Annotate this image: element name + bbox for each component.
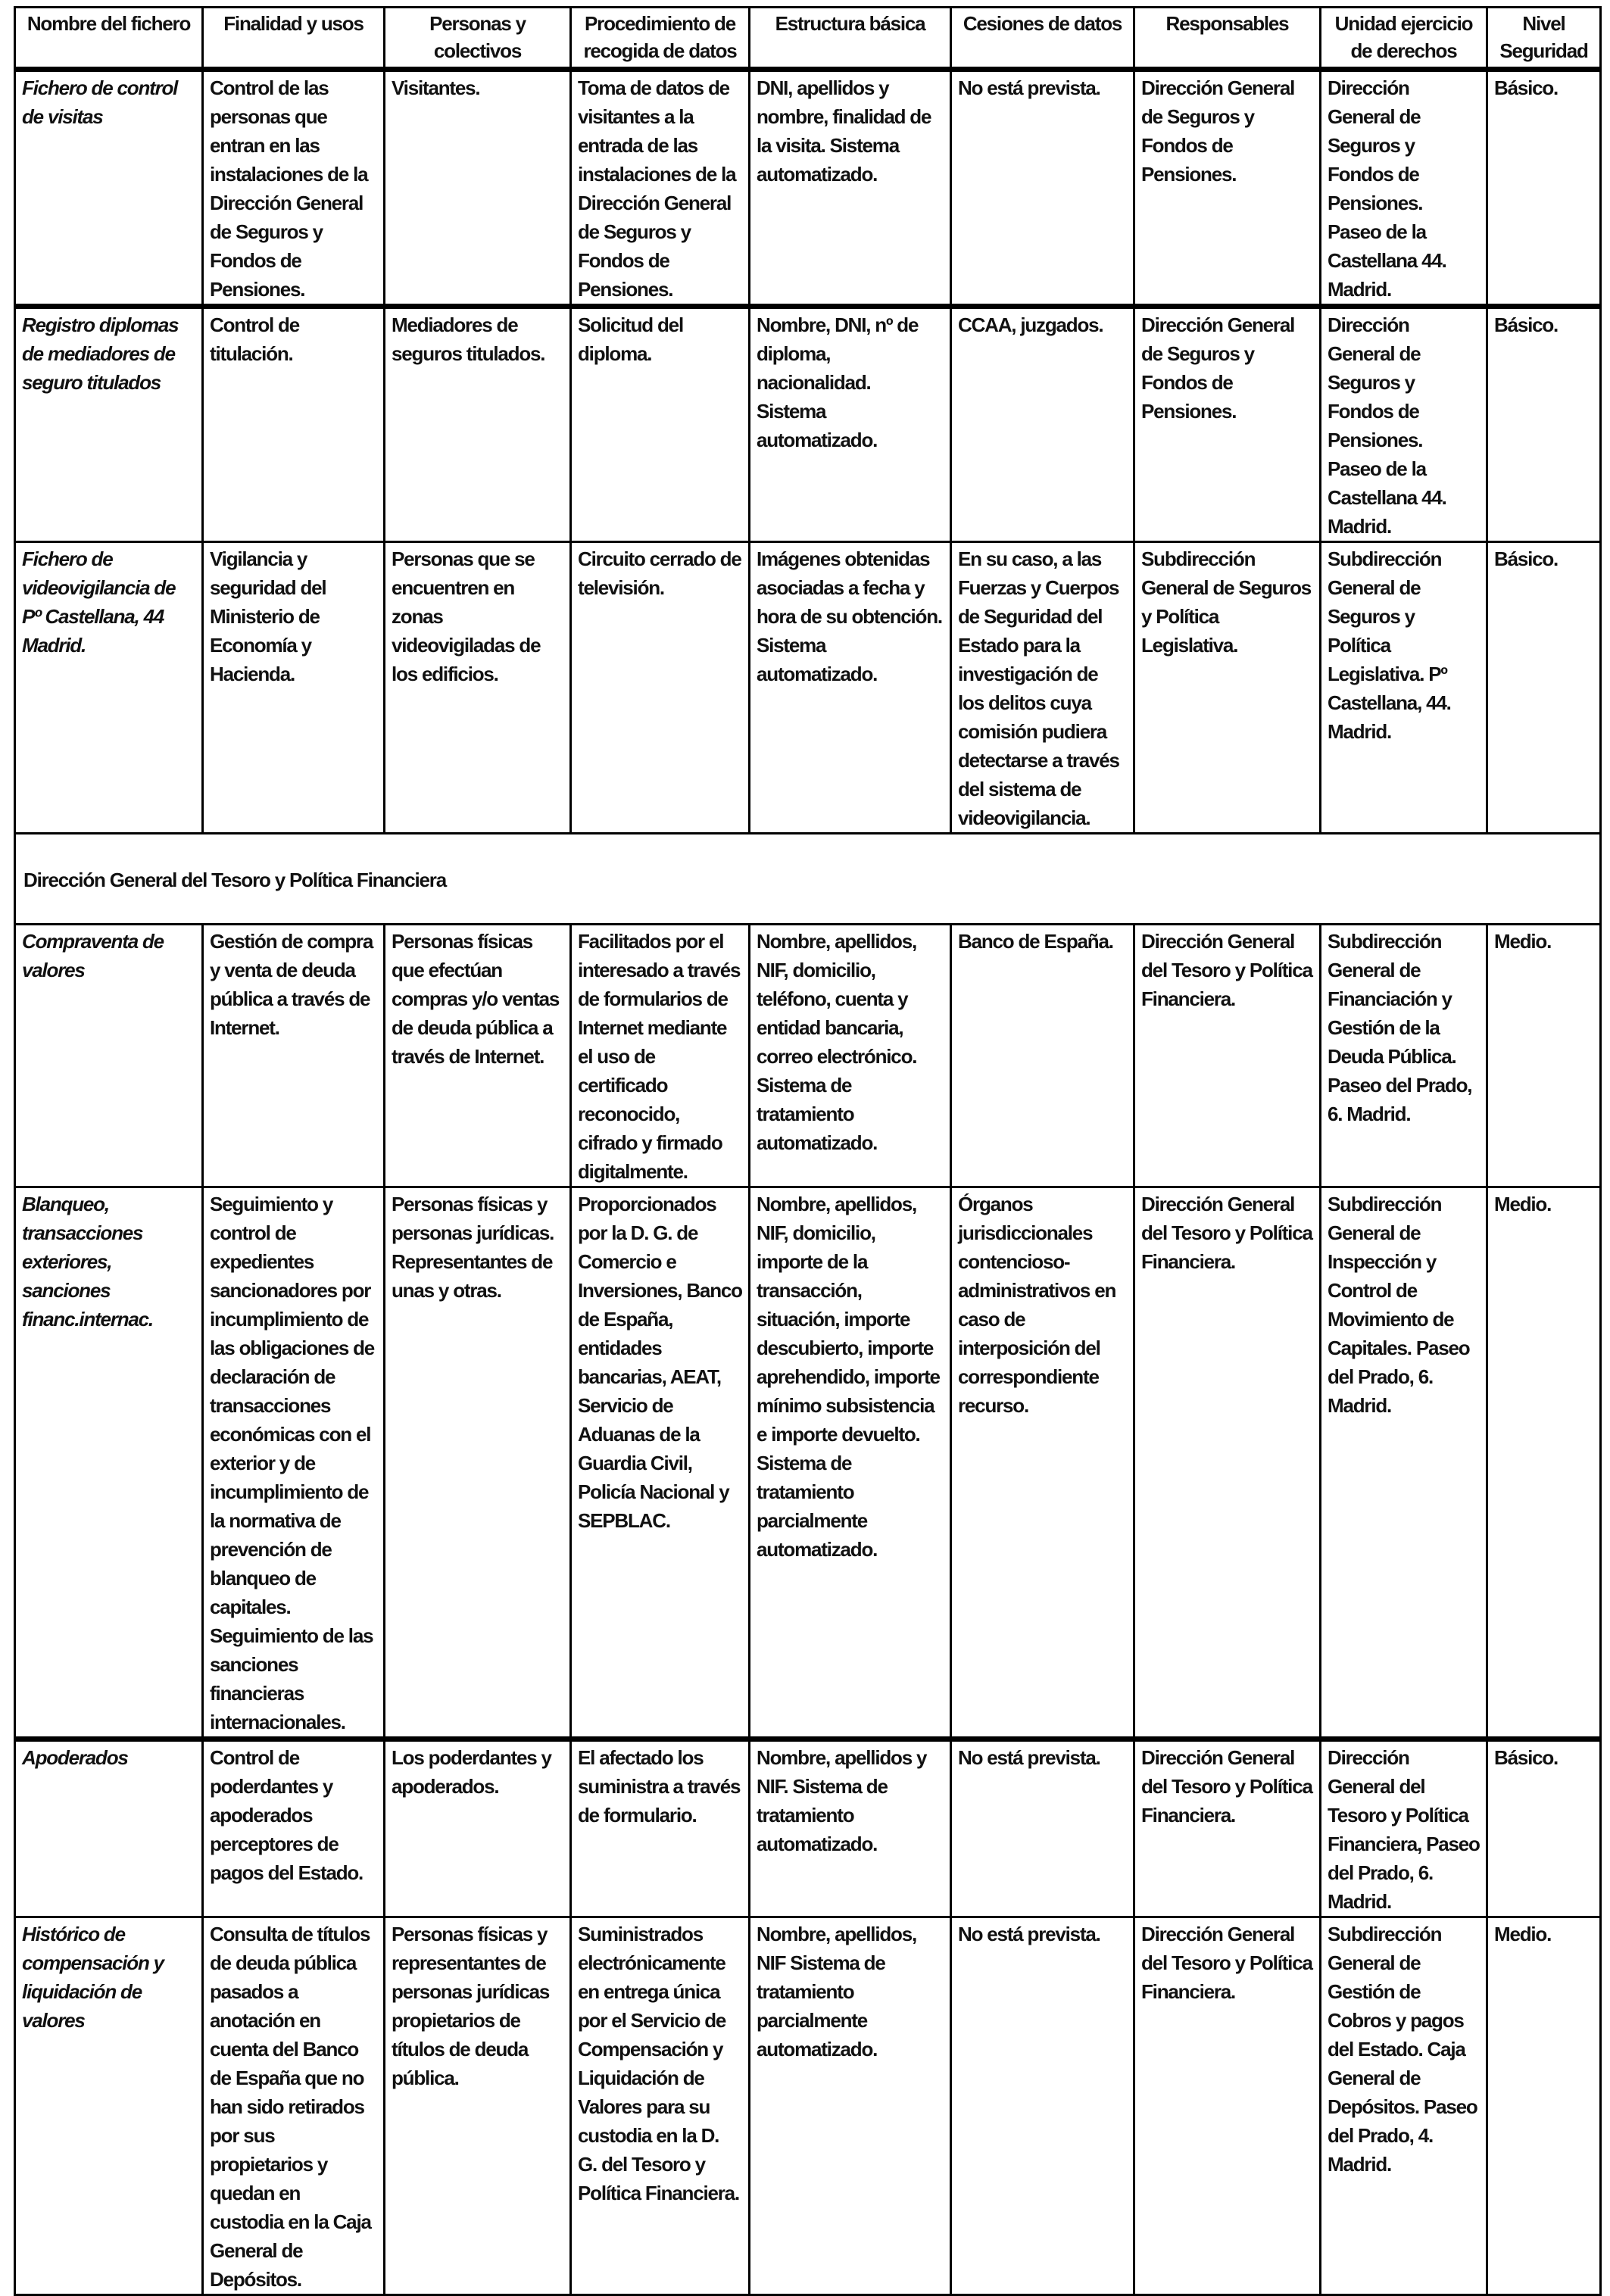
cell-personas: Personas físicas y personas jurídicas. Representantes de unas y otras.: [385, 1187, 571, 1739]
header-nivel: Nivel Seguridad: [1487, 8, 1601, 70]
cell-responsables: Dirección General de Seguros y Fondos de Pensiones.: [1134, 70, 1321, 307]
cell-cesiones: Banco de España.: [951, 925, 1134, 1187]
cell-finalidad: Control de las personas que entran en las instalaciones de la Dirección General de Seguros y Fondos de Pensiones.: [203, 70, 385, 307]
table-row: [15, 1187, 1601, 1739]
cell-cesiones: No está prevista.: [951, 1917, 1134, 2295]
cell-nombre: Fichero de control de visitas: [15, 70, 203, 307]
cell-responsables: Dirección General de Seguros y Fondos de Pensiones.: [1134, 307, 1321, 542]
cell-estructura: Nombre, apellidos, NIF, domicilio, importe de la transacción, situación, importe descubierto, importe aprehendido, importe mínimo subsistencia e importe devuelto. Sistema de tratamiento parcialmente automatizado.: [750, 1187, 951, 1739]
header-procedimiento: Procedimiento de recogida de datos: [571, 8, 750, 70]
table-row: [15, 307, 1601, 542]
cell-nombre: Fichero de videovigilancia de Pº Castellana, 44 Madrid.: [15, 542, 203, 834]
header-personas: Personas y colectivos: [385, 8, 571, 70]
cell-unidad: Dirección General de Seguros y Fondos de Pensiones. Paseo de la Castellana 44. Madrid.: [1321, 70, 1487, 307]
cell-personas: Mediadores de seguros titulados.: [385, 307, 571, 542]
cell-nombre: Apoderados: [15, 1739, 203, 1917]
cell-nivel: Básico.: [1487, 542, 1601, 834]
cell-finalidad: Consulta de títulos de deuda pública pasados a anotación en cuenta del Banco de España que no han sido retirados por sus propietarios y quedan en custodia en la Caja General de Depósitos.: [203, 1917, 385, 2295]
header-unidad: Unidad ejercicio de derechos: [1321, 8, 1487, 70]
cell-nombre: Histórico de compensación y liquidación de valores: [15, 1917, 203, 2295]
cell-finalidad: Gestión de compra y venta de deuda pública a través de Internet.: [203, 925, 385, 1187]
cell-cesiones: No está prevista.: [951, 70, 1134, 307]
section-row: [15, 834, 1601, 925]
cell-finalidad: Control de titulación.: [203, 307, 385, 542]
cell-responsables: Subdirección General de Seguros y Política Legislativa.: [1134, 542, 1321, 834]
cell-procedimiento: Suministrados electrónicamente en entrega única por el Servicio de Compensación y Liquidación de Valores para su custodia en la D. G. del Tesoro y Política Financiera.: [571, 1917, 750, 2295]
header-responsables: Responsables: [1134, 8, 1321, 70]
cell-personas: Visitantes.: [385, 70, 571, 307]
cell-nivel: Básico.: [1487, 1739, 1601, 1917]
table-row: [15, 925, 1601, 1187]
cell-estructura: Nombre, DNI, nº de diploma, nacionalidad. Sistema automatizado.: [750, 307, 951, 542]
cell-nombre: Registro diplomas de mediadores de seguro titulados: [15, 307, 203, 542]
cell-procedimiento: Solicitud del diploma.: [571, 307, 750, 542]
cell-procedimiento: El afectado los suministra a través de formulario.: [571, 1739, 750, 1917]
cell-procedimiento: Circuito cerrado de televisión.: [571, 542, 750, 834]
cell-nivel: Medio.: [1487, 1187, 1601, 1739]
cell-unidad: Subdirección General de Inspección y Control de Movimiento de Capitales. Paseo del Prado, 6. Madrid.: [1321, 1187, 1487, 1739]
cell-estructura: Nombre, apellidos, NIF Sistema de tratamiento parcialmente automatizado.: [750, 1917, 951, 2295]
cell-unidad: Subdirección General de Financiación y Gestión de la Deuda Pública. Paseo del Prado, 6. Madrid.: [1321, 925, 1487, 1187]
cell-estructura: DNI, apellidos y nombre, finalidad de la visita. Sistema automatizado.: [750, 70, 951, 307]
cell-personas: Los poderdantes y apoderados.: [385, 1739, 571, 1917]
header-estructura: Estructura básica: [750, 8, 951, 70]
cell-procedimiento: Toma de datos de visitantes a la entrada de las instalaciones de la Dirección General de Seguros y Fondos de Pensiones.: [571, 70, 750, 307]
cell-unidad: Dirección General de Seguros y Fondos de Pensiones. Paseo de la Castellana 44. Madrid.: [1321, 307, 1487, 542]
cell-estructura: Nombre, apellidos, NIF, domicilio, teléfono, cuenta y entidad bancaria, correo electrónico. Sistema de tratamiento automatizado.: [750, 925, 951, 1187]
cell-nivel: Medio.: [1487, 925, 1601, 1187]
cell-procedimiento: Proporcionados por la D. G. de Comercio e Inversiones, Banco de España, entidades bancarias, AEAT, Servicio de Aduanas de la Guardia Civil, Policía Nacional y SEPBLAC.: [571, 1187, 750, 1739]
cell-nivel: Básico.: [1487, 307, 1601, 542]
table-row: [15, 542, 1601, 834]
cell-responsables: Dirección General del Tesoro y Política Financiera.: [1134, 1187, 1321, 1739]
section-title: Dirección General del Tesoro y Política Financiera: [15, 834, 1601, 925]
cell-nivel: Básico.: [1487, 70, 1601, 307]
cell-cesiones: Órganos jurisdiccionales contencioso-administrativos en caso de interposición del correspondiente recurso.: [951, 1187, 1134, 1739]
cell-unidad: Dirección General del Tesoro y Política Financiera, Paseo del Prado, 6. Madrid.: [1321, 1739, 1487, 1917]
header-finalidad: Finalidad y usos: [203, 8, 385, 70]
cell-finalidad: Vigilancia y seguridad del Ministerio de Economía y Hacienda.: [203, 542, 385, 834]
cell-cesiones: CCAA, juzgados.: [951, 307, 1134, 542]
cell-nombre: Blanqueo, transacciones exteriores, sanciones financ.internac.: [15, 1187, 203, 1739]
cell-personas: Personas físicas que efectúan compras y/o ventas de deuda pública a través de Internet.: [385, 925, 571, 1187]
cell-finalidad: Seguimiento y control de expedientes sancionadores por incumplimiento de las obligaciones de declaración de transacciones económicas con el exterior y de incumplimiento de la normativa de prevención de blanqueo de capitales. Seguimiento de las sanciones financieras internacionales.: [203, 1187, 385, 1739]
cell-estructura: Nombre, apellidos y NIF. Sistema de tratamiento automatizado.: [750, 1739, 951, 1917]
cell-nombre: Compraventa de valores: [15, 925, 203, 1187]
header-row: [15, 8, 1601, 70]
cell-unidad: Subdirección General de Seguros y Política Legislativa. Pº Castellana, 44. Madrid.: [1321, 542, 1487, 834]
files-table: [14, 6, 1602, 2296]
cell-procedimiento: Facilitados por el interesado a través de formularios de Internet mediante el uso de certificado reconocido, cifrado y firmado digitalmente.: [571, 925, 750, 1187]
cell-responsables: Dirección General del Tesoro y Política Financiera.: [1134, 1739, 1321, 1917]
cell-cesiones: En su caso, a las Fuerzas y Cuerpos de Seguridad del Estado para la investigación de los delitos cuya comisión pudiera detectarse a través del sistema de videovigilancia.: [951, 542, 1134, 834]
table-row: [15, 70, 1601, 307]
table-row: [15, 1739, 1601, 1917]
cell-finalidad: Control de poderdantes y apoderados perceptores de pagos del Estado.: [203, 1739, 385, 1917]
cell-cesiones: No está prevista.: [951, 1739, 1134, 1917]
cell-nivel: Medio.: [1487, 1917, 1601, 2295]
cell-personas: Personas que se encuentren en zonas videovigiladas de los edificios.: [385, 542, 571, 834]
cell-personas: Personas físicas y representantes de personas jurídicas propietarios de títulos de deuda pública.: [385, 1917, 571, 2295]
cell-unidad: Subdirección General de Gestión de Cobros y pagos del Estado. Caja General de Depósitos. Paseo del Prado, 4. Madrid.: [1321, 1917, 1487, 2295]
document-page: [14, 6, 1599, 2291]
cell-responsables: Dirección General del Tesoro y Política Financiera.: [1134, 1917, 1321, 2295]
table-row: [15, 1917, 1601, 2295]
header-cesiones: Cesiones de datos: [951, 8, 1134, 70]
cell-responsables: Dirección General del Tesoro y Política Financiera.: [1134, 925, 1321, 1187]
cell-estructura: Imágenes obtenidas asociadas a fecha y hora de su obtención. Sistema automatizado.: [750, 542, 951, 834]
header-nombre: Nombre del fichero: [15, 8, 203, 70]
